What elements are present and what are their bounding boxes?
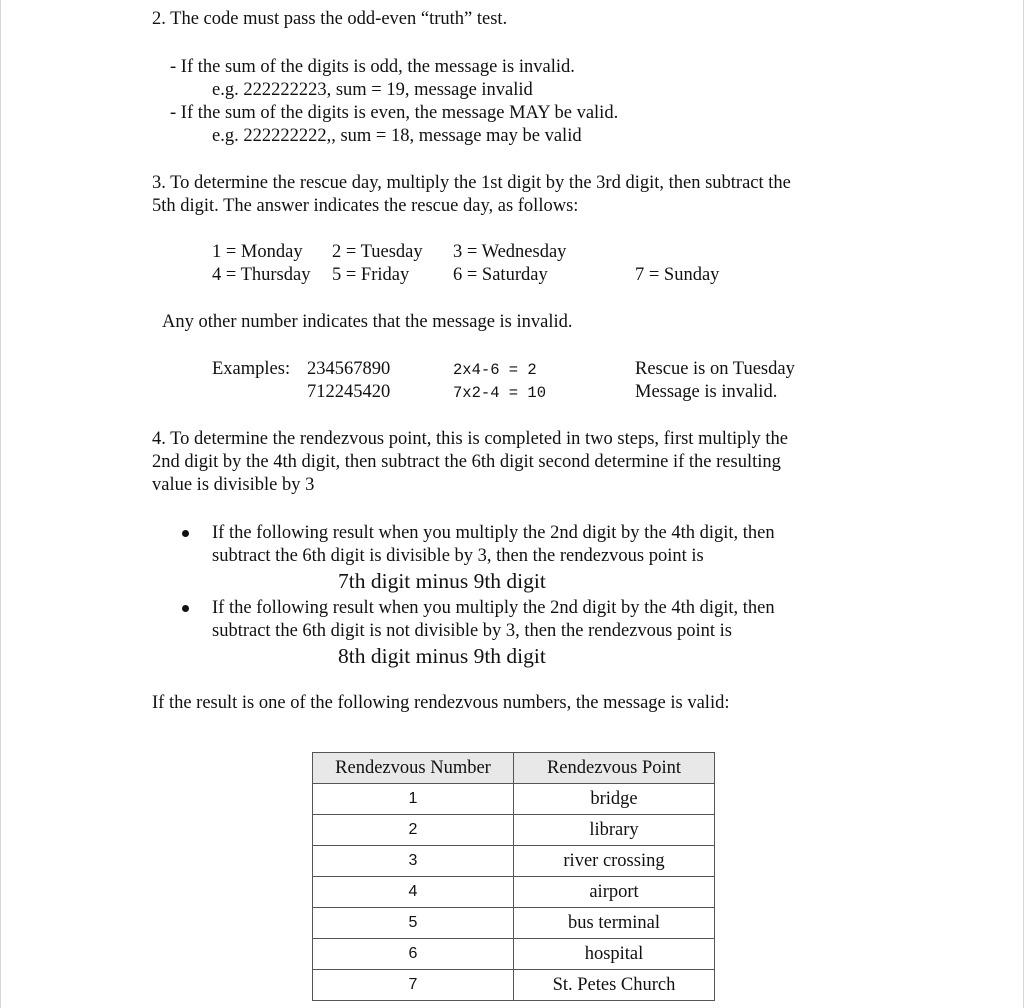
rendezvous-point-cell: hospital (514, 939, 715, 970)
bullet-2-line-1: If the following result when you multiply the 2nd digit by the 4th digit, then (212, 598, 775, 618)
header-rendezvous-point: Rendezvous Point (514, 753, 715, 784)
rendezvous-number-cell: 4 (313, 877, 514, 908)
invalid-note: Any other number indicates that the message is invalid. (162, 312, 573, 332)
day-tuesday: 2 = Tuesday (332, 242, 423, 262)
table-header-row (313, 753, 715, 784)
section-4-line-1: 4. To determine the rendezvous point, this is completed in two steps, first multiply the (152, 429, 789, 449)
bullet-1-formula: 7th digit minus 9th digit (338, 569, 546, 593)
example-2-code: 712245420 (307, 382, 391, 402)
even-rule: - If the sum of the digits is even, the message MAY be valid. (170, 103, 619, 123)
day-thursday: 4 = Thursday (212, 265, 311, 285)
header-rendezvous-number: Rendezvous Number (313, 753, 514, 784)
rendezvous-point-cell: airport (514, 877, 715, 908)
bullet-1-line-2: subtract the 6th digit is divisible by 3, then the rendezvous point is (212, 546, 704, 566)
table-row (313, 908, 715, 939)
bullet-2-line-2: subtract the 6th digit is not divisible by 3, then the rendezvous point is (212, 621, 732, 641)
rendezvous-number-cell: 1 (313, 784, 514, 815)
example-1-result: Rescue is on Tuesday (635, 359, 795, 379)
table-row (313, 784, 715, 815)
day-monday: 1 = Monday (212, 242, 303, 262)
page-left-border (0, 0, 1, 1008)
day-friday: 5 = Friday (332, 265, 410, 285)
bullet-1-line-1: If the following result when you multiply the 2nd digit by the 4th digit, then (212, 523, 775, 543)
table-row (313, 939, 715, 970)
even-example: e.g. 222222222,, sum = 18, message may be valid (212, 126, 582, 146)
example-2-calc: 7x2-4 = 10 (453, 384, 547, 402)
bullet-2-dot (182, 605, 189, 612)
example-2-result: Message is invalid. (635, 382, 778, 402)
table-row (313, 846, 715, 877)
rendezvous-number-cell: 2 (313, 815, 514, 846)
rendezvous-point-cell: bus terminal (514, 908, 715, 939)
day-wednesday: 3 = Wednesday (453, 242, 567, 262)
bullet-1-dot (182, 530, 189, 537)
rendezvous-point-cell: bridge (514, 784, 715, 815)
table-row (313, 970, 715, 1001)
table-row (313, 815, 715, 846)
section-4-line-2: 2nd digit by the 4th digit, then subtract the 6th digit second determine if the resulting (152, 452, 781, 472)
rendezvous-number-cell: 3 (313, 846, 514, 877)
rendezvous-point-cell: river crossing (514, 846, 715, 877)
example-1-calc: 2x4-6 = 2 (453, 361, 537, 379)
odd-rule: - If the sum of the digits is odd, the message is invalid. (170, 57, 575, 77)
rendezvous-table (312, 752, 715, 1001)
rendezvous-point-cell: library (514, 815, 715, 846)
section-4-line-3: value is divisible by 3 (152, 475, 315, 495)
example-1-code: 234567890 (307, 359, 391, 379)
section-2-heading: 2. The code must pass the odd-even “truth” test. (152, 9, 508, 29)
odd-example: e.g. 222222223, sum = 19, message invalid (212, 80, 533, 100)
rendezvous-number-cell: 6 (313, 939, 514, 970)
rendezvous-number-cell: 7 (313, 970, 514, 1001)
examples-label: Examples: (212, 359, 291, 379)
bullet-2-formula: 8th digit minus 9th digit (338, 644, 546, 668)
rendezvous-point-cell: St. Petes Church (514, 970, 715, 1001)
section-3-line-1: 3. To determine the rescue day, multiply the 1st digit by the 3rd digit, then subtract the (152, 173, 791, 193)
table-row (313, 877, 715, 908)
section-3-line-2: 5th digit. The answer indicates the rescue day, as follows: (152, 196, 579, 216)
day-saturday: 6 = Saturday (453, 265, 548, 285)
day-sunday: 7 = Sunday (635, 265, 720, 285)
result-note: If the result is one of the following rendezvous numbers, the message is valid: (152, 693, 730, 713)
rendezvous-number-cell: 5 (313, 908, 514, 939)
